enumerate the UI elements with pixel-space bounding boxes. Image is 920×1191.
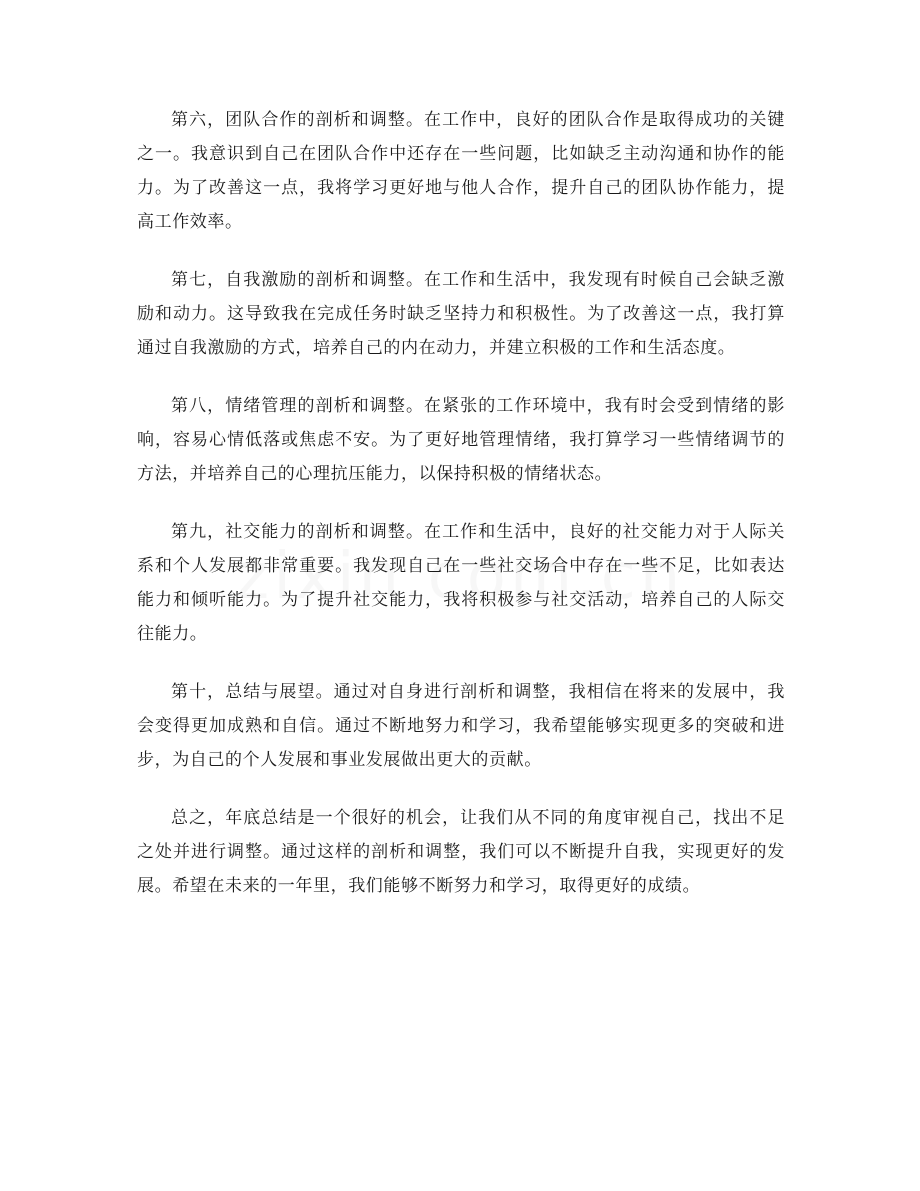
paragraph-summary-outlook: 第十，总结与展望。通过对自身进行剖析和调整，我相信在将来的发展中，我会变得更加成熟和自信。通过不断地努力和学习，我希望能够实现更多的突破和进步，为自己的个人发展和事业发展做出更大的贡献。 (137, 682, 785, 770)
paragraph-social-skills: 第九，社交能力的剖析和调整。在工作和生活中，良好的社交能力对于人际关系和个人发展都非常重要。我发现自己在一些社交场合中存在一些不足，比如表达能力和倾听能力。为了提升社交能力，我将积极参与社交活动，培养自己的人际交往能力。 (137, 522, 785, 644)
paragraph-team-cooperation: 第六，团队合作的剖析和调整。在工作中，良好的团队合作是取得成功的关键之一。我意识到自己在团队合作中还存在一些问题，比如缺乏主动沟通和协作的能力。为了改善这一点，我将学习更好地与他人合作，提升自己的团队协作能力，提高工作效率。 (137, 110, 785, 232)
document-body (137, 103, 785, 927)
paragraph-self-motivation: 第七，自我激励的剖析和调整。在工作和生活中，我发现有时候自己会缺乏激励和动力。这导致我在完成任务时缺乏坚持力和积极性。为了改善这一点，我打算通过自我激励的方式，培养自己的内在动力，并建立积极的工作和生活态度。 (137, 270, 785, 358)
paragraph-emotion-management: 第八，情绪管理的剖析和调整。在紧张的工作环境中，我有时会受到情绪的影响，容易心情低落或焦虑不安。为了更好地管理情绪，我打算学习一些情绪调节的方法，并培养自己的心理抗压能力，以保持积极的情绪状态。 (137, 396, 785, 484)
paragraph-conclusion: 总之，年底总结是一个很好的机会，让我们从不同的角度审视自己，找出不足之处并进行调整。通过这样的剖析和调整，我们可以不断提升自我，实现更好的发展。希望在未来的一年里，我们能够不断努力和学习，取得更好的成绩。 (137, 808, 785, 896)
